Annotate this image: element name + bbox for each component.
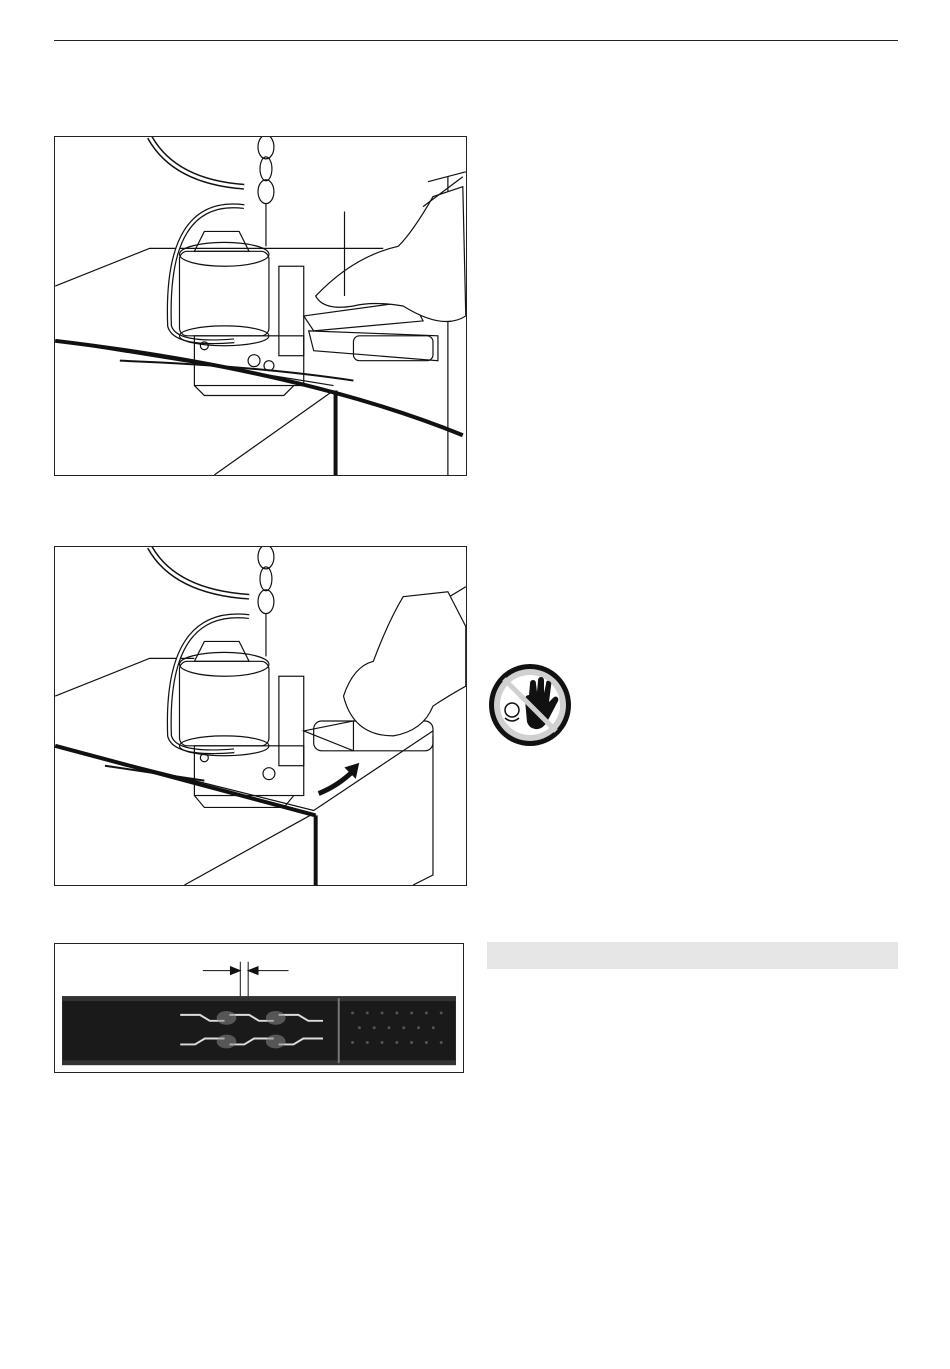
tool-illustration-2 bbox=[55, 547, 466, 885]
seal-joint-photo bbox=[55, 944, 463, 1072]
note-heading-bar bbox=[487, 942, 898, 969]
header-rule bbox=[54, 40, 898, 41]
no-touching-hand-icon bbox=[487, 662, 573, 748]
figure-sealing-tool bbox=[54, 546, 467, 886]
tool-illustration-1 bbox=[55, 137, 466, 475]
figure-tensioning-tool bbox=[54, 136, 467, 476]
figure-seal-photo bbox=[54, 943, 464, 1073]
